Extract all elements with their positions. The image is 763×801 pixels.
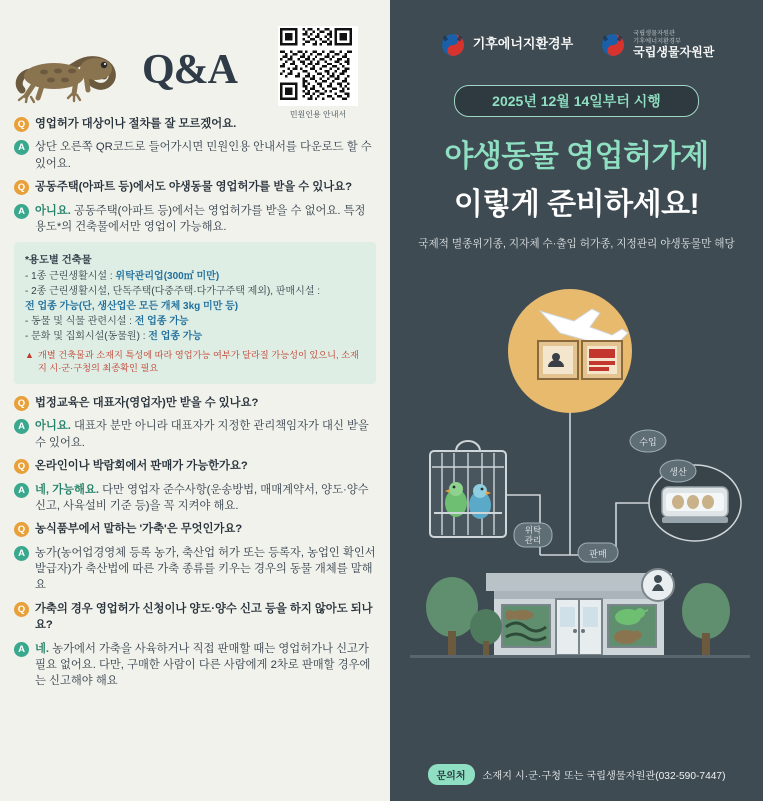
building-use-infobox: [14, 242, 376, 384]
a-badge: A: [14, 546, 29, 561]
answer-lead: 네, 가능해요.: [35, 483, 99, 496]
crate-right: [582, 341, 622, 379]
qa-question: Q 온라인이나 박람회에서 판매가 가능한가요?: [14, 458, 376, 474]
svg-text:판매: 판매: [589, 549, 607, 560]
infobox-warning: ▲ 개별 건축물과 소재지 특성에 따라 영업가능 여부가 달라질 가능성이 있으니, 소재지 시·군·구청의 최종확인 필요: [25, 350, 359, 374]
answer-body: 농가에서 가축을 사육하거나 직접 판매할 때는 영업허가나 신고가 필요 없어요. 다만, 구매한 사람이 다른 사람에게 2차로 판매할 경우에는 신고해야 해요: [35, 642, 371, 688]
effective-date-pill: 2025년 12월 14일부터 시행: [454, 85, 699, 117]
a-badge: A: [14, 483, 29, 498]
process-illustration: [390, 255, 763, 673]
contact-text: 소재지 시·군·구청 또는 국립생물자원관(032-590-7447): [482, 771, 726, 782]
label-sales: [578, 543, 618, 562]
qa-question: Q 가축의 경우 영업허가 신청이나 양도·양수 신고 등을 하지 않아도 되나요?: [14, 601, 376, 634]
label-production: [660, 460, 696, 482]
qa-title: Q&A: [142, 47, 237, 93]
qa-question: Q 법정교육은 대표자(영업자)만 받을 수 있나요?: [14, 395, 376, 411]
nibr-badge: 국립생물자원관: [633, 30, 675, 37]
warning-icon: ▲: [25, 350, 34, 361]
qa-answer: A 상단 오른쪽 QR코드로 들어가시면 민원인용 안내서를 다운로드 할 수 있어요.: [14, 139, 376, 172]
answer-body: 다만 영업자 준수사항(운송방법, 매매계약서, 양도·양수 신고, 사육설비 기준 등)을 꼭 지켜야 해요.: [35, 483, 369, 512]
label-custody: [514, 523, 552, 547]
infobox-list: [25, 269, 365, 344]
answer-lead: 네.: [35, 642, 50, 655]
q-badge: Q: [14, 117, 29, 132]
q-badge: Q: [14, 459, 29, 474]
qa-question: Q 농식품부에서 말하는 '가축'은 무엇인가요?: [14, 521, 376, 537]
answer-body: 대표자 분만 아니라 대표자가 지정한 관리책임자가 대신 받을 수 있어요.: [35, 420, 369, 449]
qa-answer: [14, 418, 376, 451]
a-badge: A: [14, 204, 29, 219]
headline-secondary: 이렇게 준비하세요!: [453, 188, 700, 222]
qa-answer: [14, 545, 376, 594]
q-badge: Q: [14, 396, 29, 411]
subtitle: 국제적 멸종위기종, 지자체 수·출입 허가종, 지정관리 야생동물만 해당: [418, 238, 735, 251]
nibr-name: 국립생물자원관: [633, 44, 715, 59]
svg-text:생산: 생산: [669, 467, 687, 478]
qa-answer: [14, 482, 376, 515]
svg-text:위탁: 위탁: [524, 525, 542, 536]
answer-lead: 아니요.: [35, 204, 71, 217]
qr-caption: 민원인용 안내서: [289, 110, 347, 119]
infobox-item: 전 업종 가능(단, 생산업은 모든 개체 3kg 미만 등): [25, 301, 239, 313]
answer-lead: 아니요.: [35, 420, 71, 433]
qr-code[interactable]: [278, 26, 358, 106]
qa-question: Q 공동주택(아파트 등)에서도 야생동물 영업허가를 받을 수 있나요?: [14, 179, 376, 195]
nibr-text-block: [633, 30, 714, 59]
taegeuk-icon: [599, 31, 627, 59]
svg-text:수입: 수입: [639, 437, 657, 448]
a-badge: A: [14, 642, 29, 657]
qa-question: Q 영업허가 대상이나 절차를 잘 모르겠어요.: [14, 116, 376, 132]
qa-answer: [14, 641, 376, 690]
ministry-name: 기후에너지환경부: [472, 36, 574, 52]
headline-primary: 야생동물 영업허가제: [444, 140, 709, 174]
contact-tag: 문의처: [428, 764, 475, 785]
qa-answer: [14, 203, 376, 236]
crate-left: [538, 341, 578, 379]
answer-body: 농가(농어업경영체 등록 농가, 축산업 허가 또는 등록자, 농업인 확인서 발급자)가 축산법에 따른 가축 종류를 키우는 경우의 동물 개체를 말해요: [35, 546, 376, 592]
pet-shop-building: [486, 569, 674, 655]
infobox-item: - 1종 근린생활시설 : 위탁관리업(300㎡ 미만): [25, 271, 220, 283]
nibr-logo: [599, 30, 714, 59]
label-import: [630, 430, 666, 452]
contact-footer: [390, 764, 763, 785]
birdcage: [430, 441, 506, 537]
illustration-svg: [390, 255, 763, 673]
gecko-illustration: [14, 38, 126, 112]
taegeuk-icon: [439, 31, 467, 59]
qr-block: [276, 26, 360, 120]
a-badge: A: [14, 140, 29, 155]
infobox-item: - 동물 및 식물 관련시설 : 전 업종 가능: [25, 316, 189, 328]
infobox-item: - 문화 및 집회시설(동물원) : 전 업종 가능: [25, 331, 203, 343]
q-badge: Q: [14, 522, 29, 537]
left-header: [14, 10, 376, 119]
qa-list: [14, 116, 376, 690]
a-badge: A: [14, 419, 29, 434]
ministry-logo: [439, 31, 573, 59]
right-panel: [390, 0, 763, 801]
logo-row: [390, 0, 763, 59]
q-badge: Q: [14, 602, 29, 617]
nibr-line1: 기후에너지환경부: [633, 37, 681, 45]
svg-text:관리: 관리: [524, 535, 542, 546]
infobox-title: *용도별 건축물: [25, 255, 92, 267]
answer-body: 공동주택(아파트 등)에서는 영업허가를 받을 수 없어요. 특정 용도*의 건축물에서만 영업이 가능해요.: [35, 204, 366, 233]
q-badge: Q: [14, 180, 29, 195]
infobox-item: - 2종 근린생활시설, 단독주택(다중주택·다가구주택 제외), 판매시설 :: [25, 286, 321, 298]
